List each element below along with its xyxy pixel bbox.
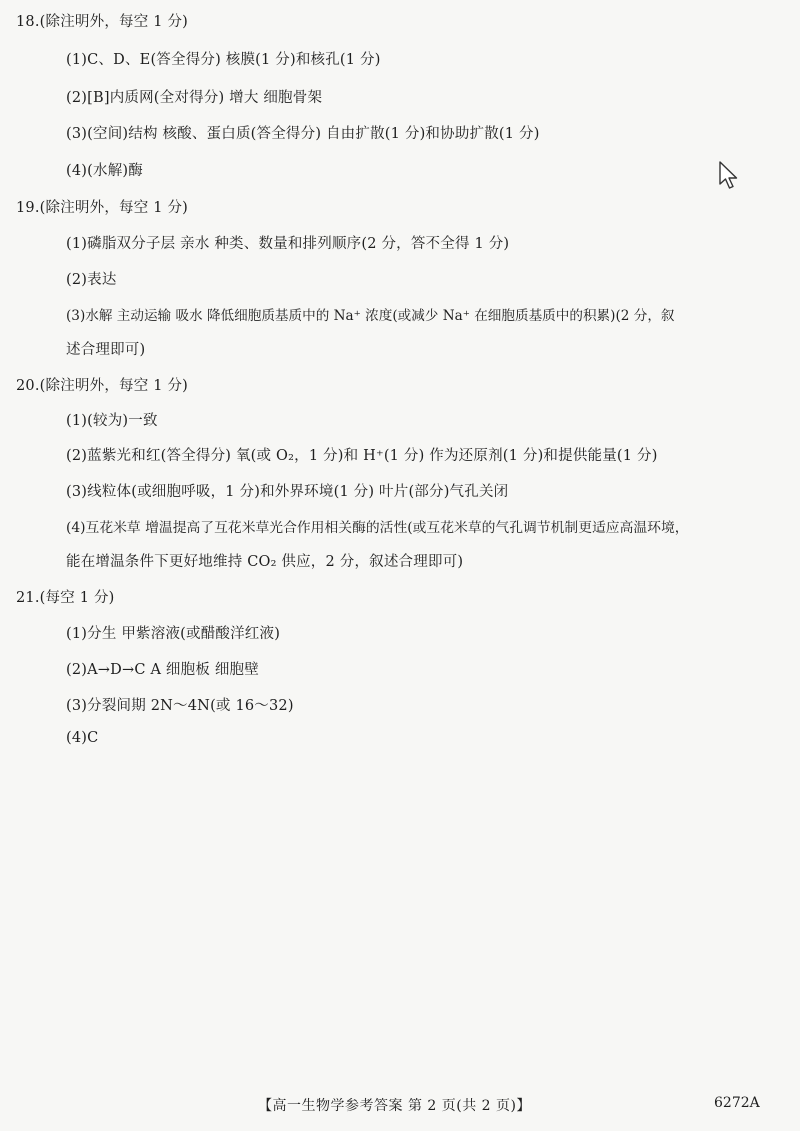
q19-answer-3: (3)水解 主动运输 吸水 降低细胞质基质中的 Na⁺ 浓度(或减少 Na⁺ 在细胞质基质中的积累)(2 分，叙 [66, 308, 675, 324]
q21-answer-2: (2)A→D→C A 细胞板 细胞壁 [66, 662, 259, 678]
mouse-pointer-icon [718, 160, 740, 192]
q21-answer-3: (3)分裂间期 2N～4N(或 16～32) [66, 698, 294, 714]
q18-answer-2: (2)[B]内质网(全对得分) 增大 细胞骨架 [66, 90, 323, 106]
question-21-header: 21.(每空 1 分) [16, 590, 115, 606]
q21-answer-4: (4)C [66, 730, 99, 746]
q19-answer-1: (1)磷脂双分子层 亲水 种类、数量和排列顺序(2 分，答不全得 1 分) [66, 236, 510, 252]
q19-answer-3-cont: 述合理即可) [66, 342, 146, 358]
q18-answer-1: (1)C、D、E(答全得分) 核膜(1 分)和核孔(1 分) [66, 52, 381, 68]
q20-answer-4: (4)互花米草 增温提高了互花米草光合作用相关酶的活性(或互花米草的气孔调节机制更适应高温环境， [66, 520, 689, 536]
q20-answer-2: (2)蓝紫光和红(答全得分) 氧(或 O₂，1 分)和 H⁺(1 分) 作为还原剂(1 分)和提供能量(1 分) [66, 448, 658, 464]
exam-code: 6272A [714, 1095, 760, 1111]
q18-answer-3: (3)(空间)结构 核酸、蛋白质(答全得分) 自由扩散(1 分)和协助扩散(1 分) [66, 126, 540, 142]
q18-answer-4: (4)(水解)酶 [66, 163, 143, 179]
question-18-header: 18.(除注明外，每空 1 分) [16, 14, 189, 30]
question-20-header: 20.(除注明外，每空 1 分) [16, 378, 189, 394]
q20-answer-1: (1)(较为)一致 [66, 413, 158, 429]
q21-answer-1: (1)分生 甲紫溶液(或醋酸洋红液) [66, 626, 281, 642]
q20-answer-4-cont: 能在增温条件下更好地维持 CO₂ 供应，2 分，叙述合理即可) [66, 554, 464, 570]
page-footer: 【高一生物学参考答案 第 2 页(共 2 页)】 [258, 1098, 531, 1114]
q19-answer-2: (2)表达 [66, 272, 117, 288]
q20-answer-3: (3)线粒体(或细胞呼吸，1 分)和外界环境(1 分) 叶片(部分)气孔关闭 [66, 484, 509, 500]
question-19-header: 19.(除注明外，每空 1 分) [16, 200, 189, 216]
